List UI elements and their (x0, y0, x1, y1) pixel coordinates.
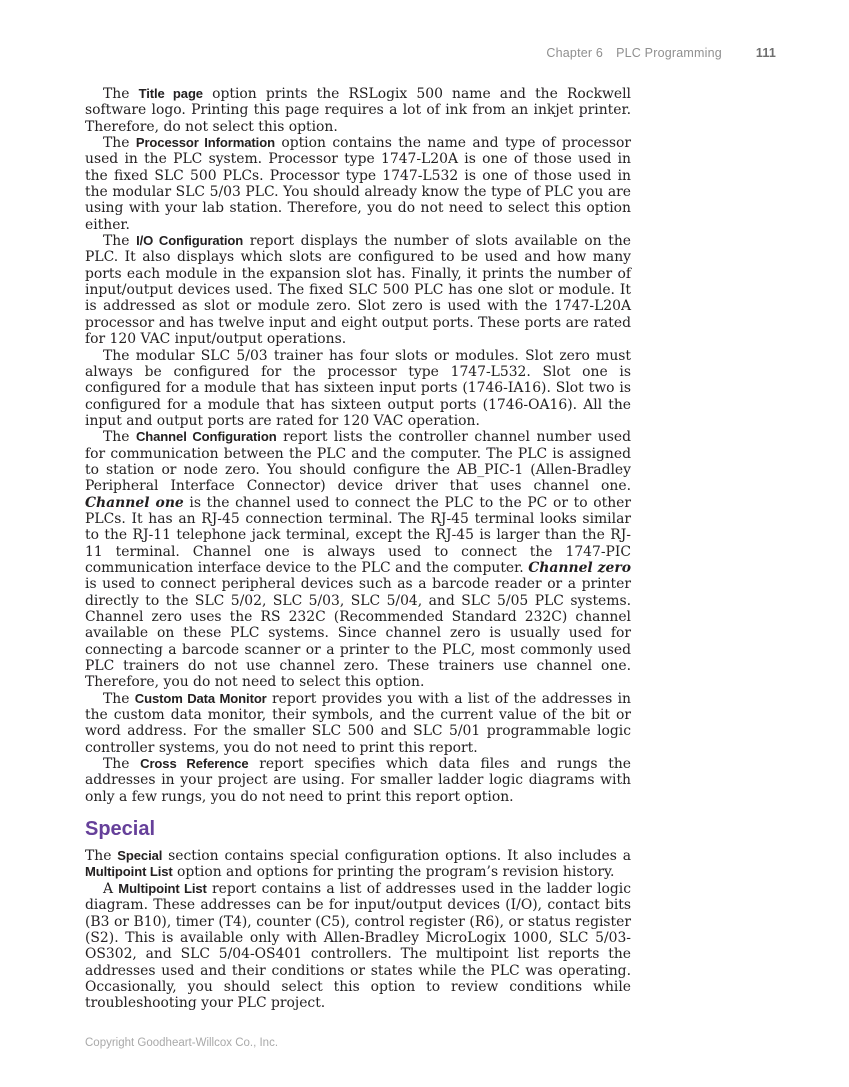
body-text: The modular SLC 5/03 trainer has four slots or modules. Slot zero must always be configured for the processor type 1747-L532. Slot one is configured for a module that has sixteen input ports (1746-IA16). Slot two is configured for a module that has sixteen output ports (1746-OA16). All the input and output ports are rated for 120 VAC operation. (85, 347, 631, 429)
ui-keyword: I/O Configuration (136, 233, 244, 249)
body-text: option contains the name and type of processor used in the PLC system. Processor type 1747-L20A is one of those used in the fixed SLC 500 PLCs. Processor type 1747-L532 is one of those used in the modular SLC 5/03 PLC. You should already know the type of PLC you are using with your lab station. Therefore, you do not need to select this option either. (85, 135, 631, 233)
body-text: is used to connect peripheral devices such as a barcode reader or a printer directly to the SLC 5/02, SLC 5/03, SLC 5/04, and SLC 5/05 PLC systems. Channel zero uses the RS 232C (Recommended Standard 232C) channel available on these PLC systems. Since channel zero is usually used for connecting a barcode scanner or a printer to the PLC, most commonly used PLC trainers do not use channel zero. These trainers use channel one. Therefore, you do not need to select this option. (85, 576, 631, 691)
paragraph (85, 348, 631, 430)
paragraph (85, 848, 631, 881)
paragraph (85, 756, 631, 805)
ui-keyword: Multipoint List (118, 880, 207, 896)
body-text: The (85, 848, 118, 865)
section-heading: Special (85, 818, 156, 841)
body-text: report provides you with a list of the addresses in the custom data monitor, their symbols, and the current value of the bit or word address. For the smaller SLC 500 and SLC 5/01 programmable logic controller systems, you do not need to print this report. (85, 690, 631, 756)
book-section-title: PLC Programming (616, 46, 722, 60)
ui-keyword: Multipoint List (85, 864, 173, 880)
page-body (85, 86, 631, 1012)
body-text: The (103, 690, 135, 707)
paragraph (85, 429, 631, 691)
body-text: report contains a list of addresses used in the ladder logic diagram. These addresses can be for input/output devices (I/O), contact bits (B3 or B10), timer (T4), counter (C5), control register (R6), or status register (S2). This is available only with Allen-Bradley MicroLogix 1000, SLC 5/03-OS302, and SLC 5/04-OS401 controllers. The multipoint list reports the addresses used and their conditions or states while the PLC was operating. Occasionally, you should select this option to review conditions while troubleshooting your PLC project. (85, 880, 631, 1012)
ui-keyword: Special (117, 848, 163, 864)
paragraph (85, 233, 631, 347)
body-text: report lists the controller channel number used for communication between the PLC and the computer. The PLC is assigned to station or node zero. You should configure the AB_PIC-1 (Allen-Bradley Peripheral Interface Connector) device driver that uses channel one. (85, 429, 631, 495)
body-text: The (103, 429, 136, 446)
body-text: option prints the RSLogix 500 name and the Rockwell software logo. Printing this page requires a lot of ink from an inkjet printer. Therefore, do not select this option. (85, 86, 631, 135)
body-text: A (103, 880, 119, 897)
body-text: is the channel used to connect the PLC to the PC or to other PLCs. It has an RJ-45 connection terminal. The RJ-45 terminal looks similar to the RJ-11 telephone jack terminal, except the RJ-45 is larger than the RJ-11 terminal. Channel one is always used to connect the 1747-PIC communication interface device to the PLC and the computer. (85, 494, 631, 576)
paragraph (85, 691, 631, 756)
body-text: section contains special configuration options. It also includes a (162, 848, 631, 865)
body-text: report displays the number of slots available on the PLC. It also displays which slots are configured to be used and how many ports each module in the expansion slot has. Finally, it prints the number of input/output devices used. The fixed SLC 500 PLC has one slot or module. It is addressed as slot or module zero. Slot zero is used with the 1747-L20A processor and has twelve input and eight output ports. These ports are rated for 120 VAC input/output operations. (85, 233, 631, 348)
glossary-term: Channel one (85, 494, 184, 511)
paragraph (85, 881, 631, 1012)
running-header (546, 46, 776, 60)
glossary-term: Channel zero (528, 559, 631, 576)
ui-keyword: Processor Information (135, 135, 275, 151)
body-text: The (103, 756, 141, 773)
page-number: 111 (755, 46, 776, 60)
ui-keyword: Title page (138, 86, 203, 101)
ui-keyword: Channel Configuration (135, 429, 277, 445)
body-text: The (103, 135, 136, 152)
body-text: report specifies which data files and rungs the addresses in your project are using. For smaller ladder logic diagrams with only a few rungs, you do not need to print this report option. (85, 756, 631, 805)
paragraph (85, 86, 631, 135)
paragraph (85, 135, 631, 233)
ui-keyword: Custom Data Monitor (134, 690, 267, 706)
chapter-label: Chapter 6 (546, 46, 604, 60)
body-text: The (103, 86, 139, 102)
ui-keyword: Cross Reference (140, 756, 249, 772)
body-text: option and options for printing the program’s revision history. (172, 864, 615, 881)
copyright-footer: Copyright Goodheart-Willcox Co., Inc. (85, 1037, 279, 1049)
body-text: The (103, 233, 137, 250)
